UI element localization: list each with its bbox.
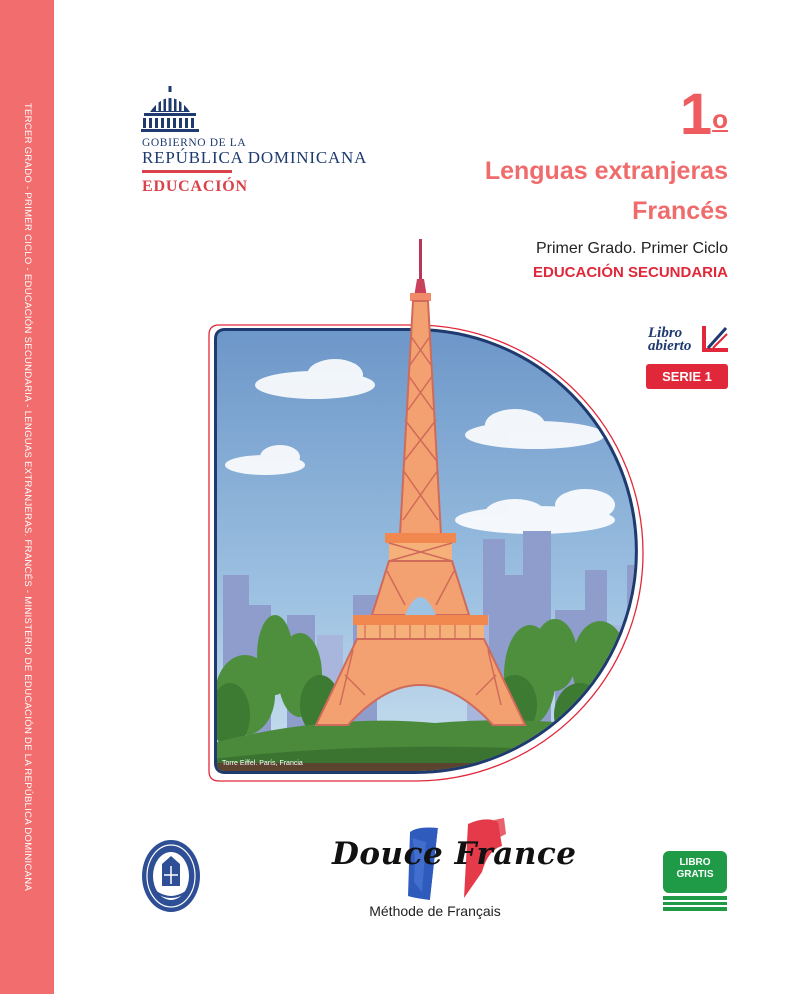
spine-text: TERCER GRADO - PRIMER CICLO - EDUCACIÓN SECUNDARIA - LENGUAS EXTRANJERAS. FRANCÉS - MINISTERIO DE EDUCACIÓN DE LA REPÚBLICA DOMINICANA	[22, 102, 33, 892]
grade-digit: 1	[679, 82, 713, 147]
country-name: REPÚBLICA DOMINICANA	[142, 148, 368, 167]
capitol-dome-icon	[140, 86, 370, 134]
government-label: GOBIERNO DE LA	[142, 137, 247, 149]
brand-subtitle: Méthode de Français	[369, 903, 501, 919]
ministry-seal-icon	[140, 838, 202, 914]
libro-abierto-line2: abierto	[648, 338, 692, 354]
free-label-line1: LIBRO	[679, 857, 711, 868]
brand-name: Douce France	[332, 836, 577, 872]
libro-abierto-line1: Libro	[648, 325, 683, 341]
grade-level: Primer Grado. Primer Ciclo	[535, 240, 728, 257]
subject-title: Lenguas extranjeras	[484, 157, 728, 185]
open-book-mark-icon	[700, 324, 730, 354]
illustration-caption: Torre Eiffel. París, Francia	[222, 760, 303, 767]
series-badge: SERIE 1	[646, 364, 728, 389]
subject-language: Francés	[632, 197, 728, 225]
divider	[142, 170, 232, 173]
grade-ordinal: o	[712, 104, 728, 134]
free-label-line2: GRATIS	[676, 869, 714, 880]
grade-number	[680, 84, 728, 146]
ministry-name: EDUCACIÓN	[142, 178, 248, 195]
book-spine	[0, 0, 54, 994]
eiffel-tower-illustration	[205, 235, 665, 815]
education-level: EDUCACIÓN SECUNDARIA	[532, 264, 728, 281]
